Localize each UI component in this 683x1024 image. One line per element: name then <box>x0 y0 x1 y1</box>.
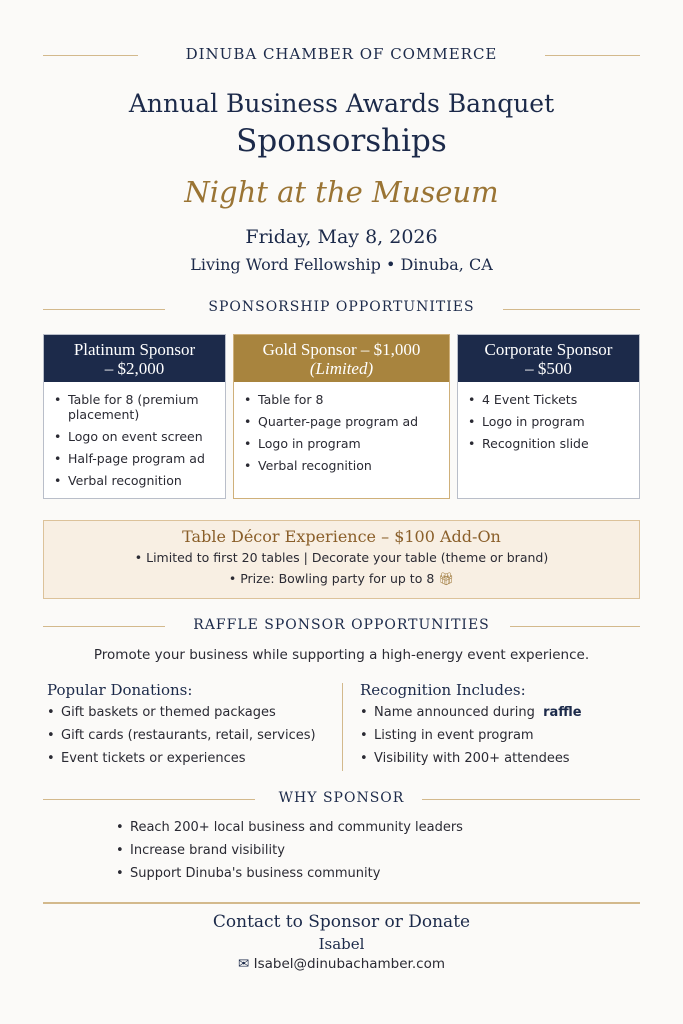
list-item <box>360 701 640 724</box>
section-header-sponsorship: SPONSORSHIP OPPORTUNITIES <box>208 299 475 315</box>
list-item: • Listing in event program <box>360 724 640 747</box>
list-item: • Gift cards (restaurants, retail, services) <box>47 724 337 747</box>
tier-price: (Limited) <box>309 359 374 378</box>
list-item: • Logo in program <box>468 414 631 429</box>
section-header-raffle: RAFFLE SPONSOR OPPORTUNITIES <box>193 617 490 633</box>
item-text: Name announced during <box>374 705 535 720</box>
list-item: • Table for 8 (premium placement) <box>54 392 217 422</box>
donations-column <box>47 681 337 770</box>
contact-email-row <box>0 956 683 972</box>
decor-title: Table Décor Experience – $100 Add-On <box>182 527 501 546</box>
event-date: Friday, May 8, 2026 <box>245 226 438 248</box>
list-item: • Recognition slide <box>468 436 631 451</box>
title-line1: Annual Business Awards Banquet <box>128 89 555 118</box>
list-item: • Table for 8 <box>244 392 441 407</box>
list-item: • Event tickets or experiences <box>47 747 337 770</box>
tier-name: Platinum Sponsor <box>73 340 196 359</box>
list-item: • Visibility with 200+ attendees <box>360 747 640 770</box>
tier-card-gold <box>233 334 450 499</box>
tier-name: Gold Sponsor – $1,000 <box>262 340 421 359</box>
contact-email[interactable]: Isabel@dinubachamber.com <box>253 956 445 972</box>
gift-icon: 🎁︎ <box>438 571 455 586</box>
column-divider <box>342 683 343 771</box>
list-item: • Verbal recognition <box>244 458 441 473</box>
tier-card-corporate <box>457 334 640 499</box>
column-heading: Recognition Includes: <box>360 681 526 699</box>
list-item: • Verbal recognition <box>54 473 217 488</box>
tier-card-platinum <box>43 334 226 499</box>
tier-price: – $2,000 <box>104 359 165 378</box>
emphasis-text: raffle <box>543 705 582 720</box>
divider <box>43 902 640 904</box>
why-list <box>116 816 463 885</box>
decor-prize: Prize: Bowling party for up to 8 <box>240 571 435 586</box>
list-item: • Quarter-page program ad <box>244 414 441 429</box>
tier-name: Corporate Sponsor <box>484 340 613 359</box>
tier-price: – $500 <box>525 359 572 378</box>
list-item: • Logo on event screen <box>54 429 217 444</box>
list-item: • Logo in program <box>244 436 441 451</box>
section-header-why: WHY SPONSOR <box>278 790 405 806</box>
raffle-intro: Promote your business while supporting a high-energy event experience. <box>93 647 590 663</box>
list-item: • Increase brand visibility <box>116 839 463 862</box>
list-item: • Support Dinuba's business community <box>116 862 463 885</box>
column-heading: Popular Donations: <box>47 681 193 699</box>
contact-name: Isabel <box>318 935 365 953</box>
envelope-icon: ✉ <box>237 956 250 972</box>
list-item: • 4 Event Tickets <box>468 392 631 407</box>
list-item: • Half-page program ad <box>54 451 217 466</box>
page-title: Sponsorships <box>236 123 447 159</box>
list-item: • Reach 200+ local business and community leaders <box>116 816 463 839</box>
decor-addon-box: Table Décor Experience – $100 Add-On • Limited to first 20 tables | Decorate your table (theme or brand) • Prize: Bowling party for up to 8 🎁︎ <box>43 520 640 599</box>
org-name: DINUBA CHAMBER OF COMMERCE <box>185 45 498 63</box>
theme-title: Night at the Museum <box>184 175 499 209</box>
recognition-column <box>360 681 640 770</box>
event-location: Living Word Fellowship • Dinuba, CA <box>190 255 493 274</box>
contact-title: Contact to Sponsor or Donate <box>212 912 471 932</box>
list-item: • Gift baskets or themed packages <box>47 701 337 724</box>
decor-detail: Limited to first 20 tables | Decorate your table (theme or brand) <box>146 550 549 565</box>
